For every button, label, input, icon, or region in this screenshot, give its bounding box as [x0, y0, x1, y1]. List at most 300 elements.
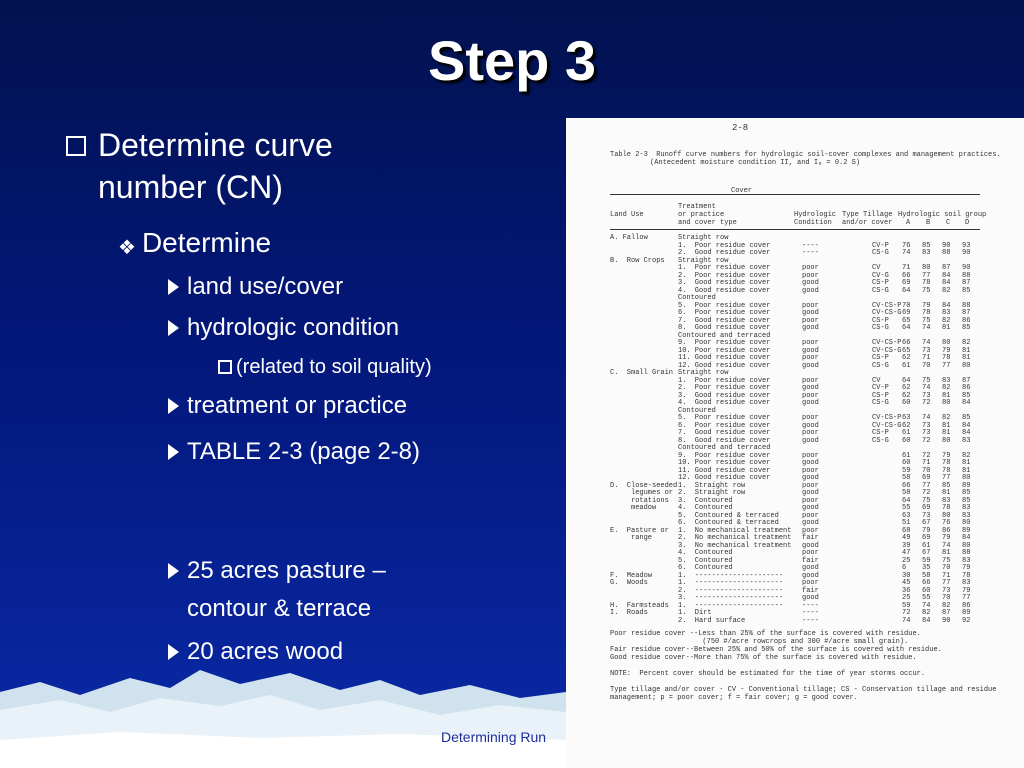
- table-cell-value: 81: [962, 347, 971, 355]
- table-cell-value: 82: [942, 602, 951, 610]
- table-cell-value: 64: [902, 497, 911, 505]
- table-cell-value: 74: [922, 339, 931, 347]
- table-cell-value: 84: [942, 272, 951, 280]
- table-cell-value: 74: [922, 384, 931, 392]
- table-cell-treatment: 1. ---------------------: [678, 572, 784, 580]
- table-cell-value: 55: [902, 504, 911, 512]
- table-rule: [610, 229, 980, 230]
- table-cell-value: 73: [922, 512, 931, 520]
- table-cell-value: 83: [962, 557, 971, 565]
- table-cell-treatment: 4. Contoured: [678, 504, 733, 512]
- table-cell-value: 80: [942, 399, 951, 407]
- table-cell-value: 82: [942, 317, 951, 325]
- table-cell-value: 76: [902, 242, 911, 250]
- table-cell-value: 69: [902, 279, 911, 287]
- table-cell-tillage: CS-P: [872, 354, 889, 362]
- table-cell-value: 79: [962, 564, 971, 572]
- table-cell-value: 75: [922, 377, 931, 385]
- arrow-bullet-icon: [168, 398, 179, 414]
- table-cell-tillage: CV-CS-P: [872, 414, 902, 422]
- table-cell-value: 67: [922, 519, 931, 527]
- table-cell-value: 61: [902, 429, 911, 437]
- table-cell-value: 65: [902, 347, 911, 355]
- table-cell-value: 69: [902, 309, 911, 317]
- table-cell-value: 71: [902, 264, 911, 272]
- table-cell-value: 83: [962, 437, 971, 445]
- table-cell-condition: fair: [802, 587, 819, 595]
- table-cell-value: 36: [902, 587, 911, 595]
- table-cell-value: 68: [902, 527, 911, 535]
- bullet-level3: [168, 391, 407, 421]
- slide-title: Step 3: [427, 29, 597, 92]
- table-cell-tillage: CS-P: [872, 429, 889, 437]
- table-cell-treatment: 5. Contoured & terraced: [678, 512, 779, 520]
- table-cell-value: 81: [962, 467, 971, 475]
- table-cell-value: 80: [962, 362, 971, 370]
- arrow-bullet-icon: [168, 279, 179, 295]
- table-cell-tillage: CV-CS-P: [872, 302, 902, 310]
- table-cell-value: 77: [942, 579, 951, 587]
- table-cell-condition: poor: [802, 414, 819, 422]
- header-hydrologic: Hydrologic: [794, 211, 837, 219]
- table-cell-condition: poor: [802, 482, 819, 490]
- table-cell-treatment: 4. Good residue cover: [678, 399, 771, 407]
- table-cell-value: 80: [942, 437, 951, 445]
- table-note: Type tillage and/or cover - CV - Conventional tillage; CS - Conservation tillage and residue: [610, 686, 997, 694]
- table-cell-value: 78: [922, 279, 931, 287]
- table-cell-land-use: meadow: [610, 504, 657, 512]
- table-cell-value: 78: [942, 354, 951, 362]
- table-cell-value: 61: [902, 452, 911, 460]
- table-cell-value: 83: [962, 512, 971, 520]
- table-cell-treatment: 3. ---------------------: [678, 594, 784, 602]
- table-cell-condition: good: [802, 572, 819, 580]
- table-cell-value: 84: [962, 534, 971, 542]
- table-cell-condition: ----: [802, 249, 819, 257]
- diamond-bullet-icon: ❖: [118, 237, 136, 259]
- table-cell-condition: poor: [802, 272, 819, 280]
- arrow-bullet-icon: [168, 563, 179, 579]
- table-cell-land-use: I. Roads: [610, 609, 648, 617]
- table-cell-condition: good: [802, 422, 819, 430]
- table-cell-value: 86: [942, 527, 951, 535]
- table-cell-value: 85: [962, 287, 971, 295]
- table-cell-value: 65: [902, 317, 911, 325]
- table-cell-condition: ----: [802, 609, 819, 617]
- arrow-bullet-icon: [168, 644, 179, 660]
- table-cell-condition: poor: [802, 339, 819, 347]
- table-cell-value: 74: [902, 249, 911, 257]
- table-cell-value: 72: [922, 489, 931, 497]
- table-cell-value: 81: [962, 459, 971, 467]
- table-cell-value: 83: [962, 504, 971, 512]
- bullet-text: TABLE 2-3 (page 2-8): [187, 438, 421, 465]
- table-cell-value: 30: [902, 572, 911, 580]
- bullet-text: hydrologic condition: [187, 314, 400, 341]
- table-caption: Table 2-3 Runoff curve numbers for hydrologic soil-cover complexes and management practices.: [610, 151, 1001, 159]
- table-cell-land-use: legumes or: [610, 489, 674, 497]
- table-cell-tillage: CV: [872, 377, 881, 385]
- table-cell-value: 74: [922, 602, 931, 610]
- table-cell-value: 35: [922, 564, 931, 572]
- table-cell-value: 58: [922, 572, 931, 580]
- table-cell-value: 75: [922, 317, 931, 325]
- table-cell-value: 66: [902, 482, 911, 490]
- table-cell-value: 25: [902, 594, 911, 602]
- table-cell-value: 76: [942, 519, 951, 527]
- table-cell-value: 62: [902, 422, 911, 430]
- table-cell-tillage: CS-P: [872, 317, 889, 325]
- table-cell-condition: poor: [802, 302, 819, 310]
- table-cell-value: 85: [922, 242, 931, 250]
- table-cell-treatment: 2. No mechanical treatment: [678, 534, 792, 542]
- table-cell-value: 81: [942, 489, 951, 497]
- table-cell-condition: good: [802, 459, 819, 467]
- table-cell-value: 39: [902, 542, 911, 550]
- table-cell-value: 79: [942, 534, 951, 542]
- table-cell-condition: poor: [802, 377, 819, 385]
- table-cell-treatment: Straight row: [678, 234, 729, 242]
- table-cell-treatment: 3. Contoured: [678, 497, 733, 505]
- table-cell-value: 74: [942, 542, 951, 550]
- table-cell-treatment: 4. Contoured: [678, 549, 733, 557]
- table-cell-value: 45: [902, 579, 911, 587]
- table-cell-condition: good: [802, 542, 819, 550]
- table-cell-value: 81: [942, 422, 951, 430]
- table-cell-tillage: CS-G: [872, 324, 889, 332]
- table-cell-treatment: 9. Poor residue cover: [678, 339, 771, 347]
- table-cell-value: 60: [902, 399, 911, 407]
- table-cell-condition: poor: [802, 579, 819, 587]
- bullet-level3: [168, 552, 468, 628]
- table-cell-treatment: 4. Good residue cover: [678, 287, 771, 295]
- table-cell-value: 79: [962, 587, 971, 595]
- table-cell-value: 63: [902, 512, 911, 520]
- table-cell-value: 88: [962, 272, 971, 280]
- table-cell-value: 75: [922, 287, 931, 295]
- table-cell-value: 75: [942, 557, 951, 565]
- table-cell-treatment: 1. ---------------------: [678, 602, 784, 610]
- table-cell-value: 58: [902, 474, 911, 482]
- table-cell-condition: poor: [802, 497, 819, 505]
- table-cell-value: 81: [942, 549, 951, 557]
- table-cell-value: 81: [942, 324, 951, 332]
- table-cell-treatment: 1. Poor residue cover: [678, 242, 771, 250]
- table-cell-treatment: 2. ---------------------: [678, 587, 784, 595]
- bullet-level2: [118, 226, 271, 265]
- table-cell-condition: good: [802, 362, 819, 370]
- table-cell-treatment: 11. Good residue cover: [678, 467, 771, 475]
- table-caption-subtitle: (Antecedent moisture condition II, and Iₐ = 0.2 S): [650, 159, 861, 167]
- table-cell-land-use: E. Pasture or: [610, 527, 669, 535]
- table-cell-value: 90: [962, 249, 971, 257]
- table-cell-value: 62: [902, 392, 911, 400]
- table-cell-value: 80: [922, 264, 931, 272]
- checkbox-bullet-icon: [218, 360, 232, 374]
- table-cell-value: 80: [942, 512, 951, 520]
- table-cell-treatment: 5. Contoured: [678, 557, 733, 565]
- table-cell-value: 85: [962, 324, 971, 332]
- table-cell-treatment: Straight row: [678, 369, 729, 377]
- table-cell-value: 85: [962, 414, 971, 422]
- table-cell-value: 77: [922, 272, 931, 280]
- table-cell-value: 85: [962, 489, 971, 497]
- table-cell-treatment: 6. Contoured & terraced: [678, 519, 779, 527]
- table-cell-value: 83: [922, 249, 931, 257]
- table-cell-value: 73: [922, 347, 931, 355]
- table-note: Poor residue cover --Less than 25% of the surface is covered with residue.: [610, 630, 921, 638]
- bullet-text: Determine curve number (CN): [98, 127, 333, 205]
- table-cell-value: 70: [942, 564, 951, 572]
- bullet-text: (related to soil quality): [236, 356, 432, 378]
- table-cell-value: 83: [962, 579, 971, 587]
- table-cell-value: 60: [902, 459, 911, 467]
- table-note: NOTE: Percent cover should be estimated for the time of year storms occur.: [610, 670, 926, 678]
- table-cell-tillage: CS-G: [872, 437, 889, 445]
- table-cell-treatment: 1. No mechanical treatment: [678, 527, 792, 535]
- table-cell-land-use: C. Small Grain: [610, 369, 674, 377]
- table-cell-value: 78: [942, 467, 951, 475]
- table-cell-value: 61: [902, 362, 911, 370]
- header-col-d: D: [965, 219, 970, 227]
- table-cell-value: 62: [902, 384, 911, 392]
- table-cell-value: 51: [902, 519, 911, 527]
- table-note: management; p = poor cover; f = fair cover; g = good cover.: [610, 694, 858, 702]
- table-cell-value: 71: [942, 572, 951, 580]
- table-cell-treatment: 2. Poor residue cover: [678, 272, 771, 280]
- table-cell-value: 59: [902, 602, 911, 610]
- slide-footer: Determining Run: [441, 729, 547, 745]
- table-cell-treatment: 3. Good residue cover: [678, 392, 771, 400]
- table-cell-value: 66: [922, 579, 931, 587]
- bullet-level3: [168, 313, 399, 343]
- table-cell-tillage: CV-CS-G: [872, 309, 902, 317]
- table-cell-condition: poor: [802, 354, 819, 362]
- table-cell-value: 80: [942, 339, 951, 347]
- table-cell-treatment: 12. Good residue cover: [678, 362, 771, 370]
- header-and-or-cover: and/or cover: [842, 219, 893, 227]
- table-cell-value: 47: [902, 549, 911, 557]
- table-cell-treatment: 6. Poor residue cover: [678, 309, 771, 317]
- table-cell-value: 59: [902, 467, 911, 475]
- bullet-text: Determine: [141, 227, 272, 258]
- table-cell-treatment: 10. Poor residue cover: [678, 459, 771, 467]
- table-cell-value: 70: [922, 362, 931, 370]
- table-cell-value: 78: [922, 309, 931, 317]
- table-cell-value: 83: [942, 309, 951, 317]
- table-cell-value: 64: [902, 324, 911, 332]
- table-cell-value: 85: [942, 482, 951, 490]
- table-cell-condition: poor: [802, 512, 819, 520]
- header-land-use: Land Use: [610, 211, 644, 219]
- table-cell-value: 78: [962, 572, 971, 580]
- table-cell-value: 84: [962, 399, 971, 407]
- table-cell-treatment: 12. Good residue cover: [678, 474, 771, 482]
- table-cell-condition: good: [802, 324, 819, 332]
- table-cell-value: 92: [962, 617, 971, 625]
- table-cell-value: 80: [962, 542, 971, 550]
- table-cell-value: 60: [922, 587, 931, 595]
- table-cell-treatment: 1. ---------------------: [678, 579, 784, 587]
- bullet-level3: [168, 637, 343, 667]
- table-cell-treatment: 3. No mechanical treatment: [678, 542, 792, 550]
- table-cell-value: 84: [962, 429, 971, 437]
- table-cell-value: 89: [962, 482, 971, 490]
- table-cell-value: 69: [922, 474, 931, 482]
- table-cell-value: 78: [942, 459, 951, 467]
- table-cell-treatment: 11. Good residue cover: [678, 354, 771, 362]
- table-cell-condition: fair: [802, 534, 819, 542]
- table-cell-treatment: 7. Good residue cover: [678, 429, 771, 437]
- table-cell-value: 77: [922, 482, 931, 490]
- table-cell-value: 61: [922, 542, 931, 550]
- table-cell-value: 86: [962, 602, 971, 610]
- table-cell-treatment: 1. Poor residue cover: [678, 377, 771, 385]
- bullet-level4: [218, 354, 432, 380]
- table-cell-value: 55: [922, 594, 931, 602]
- table-cell-value: 58: [902, 489, 911, 497]
- table-cell-value: 84: [942, 302, 951, 310]
- table-cell-value: 73: [922, 429, 931, 437]
- table-cell-condition: good: [802, 279, 819, 287]
- table-cell-condition: good: [802, 287, 819, 295]
- table-cell-value: 59: [922, 557, 931, 565]
- table-cell-value: 77: [962, 594, 971, 602]
- table-cell-condition: good: [802, 519, 819, 527]
- table-cell-value: 63: [902, 414, 911, 422]
- table-cell-tillage: CS-G: [872, 287, 889, 295]
- table-cell-value: 60: [902, 437, 911, 445]
- header-treatment: Treatment: [678, 203, 716, 211]
- table-cell-value: 82: [922, 609, 931, 617]
- table-cell-tillage: CV-CS-P: [872, 339, 902, 347]
- table-cell-value: 69: [922, 504, 931, 512]
- bullet-text: treatment or practice: [187, 392, 408, 419]
- table-cell-condition: good: [802, 474, 819, 482]
- table-cell-condition: poor: [802, 452, 819, 460]
- table-cell-value: 87: [942, 264, 951, 272]
- table-cell-condition: poor: [802, 527, 819, 535]
- table-cell-land-use: D. Close-seeded: [610, 482, 678, 490]
- bullet-text: land use/cover: [187, 273, 344, 300]
- table-cell-treatment: Contoured: [678, 294, 716, 302]
- table-cell-value: 79: [942, 452, 951, 460]
- table-cell-value: 85: [962, 497, 971, 505]
- bullet-text: 20 acres wood: [187, 638, 344, 665]
- table-cell-value: 78: [942, 504, 951, 512]
- table-cell-value: 87: [962, 279, 971, 287]
- table-cell-value: 80: [962, 519, 971, 527]
- table-cell-condition: poor: [802, 264, 819, 272]
- header-col-b: B: [926, 219, 931, 227]
- table-cell-treatment: 10. Poor residue cover: [678, 347, 771, 355]
- table-cell-condition: good: [802, 309, 819, 317]
- table-cell-treatment: 5. Poor residue cover: [678, 302, 771, 310]
- table-cell-land-use: A. Fallow: [610, 234, 648, 242]
- table-note: Fair residue cover--Between 25% and 50% of the surface is covered with residue.: [610, 646, 942, 654]
- arrow-bullet-icon: [168, 320, 179, 336]
- table-cell-value: 75: [922, 497, 931, 505]
- table-cell-value: 82: [942, 287, 951, 295]
- table-cell-tillage: CV-P: [872, 242, 889, 250]
- table-cell-tillage: CS-G: [872, 249, 889, 257]
- table-cell-land-use: H. Farmsteads: [610, 602, 669, 610]
- table-cell-value: 82: [942, 414, 951, 422]
- table-cell-value: 77: [942, 474, 951, 482]
- table-cell-value: 90: [942, 617, 951, 625]
- table-cell-condition: good: [802, 594, 819, 602]
- table-cell-value: 74: [922, 324, 931, 332]
- table-cell-value: 79: [922, 527, 931, 535]
- table-cell-value: 70: [902, 302, 911, 310]
- table-cell-value: 90: [962, 264, 971, 272]
- table-cell-value: 77: [942, 362, 951, 370]
- table-cell-condition: poor: [802, 317, 819, 325]
- table-cell-value: 88: [962, 549, 971, 557]
- table-cell-value: 86: [962, 384, 971, 392]
- arrow-bullet-icon: [168, 444, 179, 460]
- table-cell-land-use: rotations: [610, 497, 669, 505]
- table-cell-value: 87: [942, 609, 951, 617]
- table-cell-tillage: CS-P: [872, 279, 889, 287]
- page-number: 2-8: [732, 123, 749, 133]
- table-cell-treatment: 1. Straight row: [678, 482, 746, 490]
- header-cover-type: and cover type: [678, 219, 737, 227]
- table-cell-condition: poor: [802, 429, 819, 437]
- table-cell-value: 87: [962, 377, 971, 385]
- table-cell-value: 88: [962, 302, 971, 310]
- table-cell-tillage: CV: [872, 264, 881, 272]
- table-cell-treatment: Contoured and terraced: [678, 444, 771, 452]
- table-cell-value: 71: [922, 459, 931, 467]
- header-type-tillage: Type Tillage: [842, 211, 893, 219]
- table-cell-condition: good: [802, 564, 819, 572]
- table-cell-condition: good: [802, 504, 819, 512]
- table-cell-condition: good: [802, 347, 819, 355]
- table-cell-condition: fair: [802, 557, 819, 565]
- header-col-a: A: [906, 219, 911, 227]
- table-cell-treatment: Contoured: [678, 407, 716, 415]
- table-cell-treatment: 8. Good residue cover: [678, 324, 771, 332]
- bullet-level3: [168, 433, 468, 471]
- table-note: (750 #/acre rowcrops and 300 #/acre small grain).: [610, 638, 909, 646]
- header-col-c: C: [946, 219, 951, 227]
- table-cell-value: 90: [942, 242, 951, 250]
- table-cell-land-use: B. Row Crops: [610, 257, 665, 265]
- table-cell-value: 81: [962, 354, 971, 362]
- table-cell-value: 88: [942, 249, 951, 257]
- header-condition: Condition: [794, 219, 832, 227]
- table-cell-value: 67: [922, 549, 931, 557]
- table-cell-value: 87: [962, 309, 971, 317]
- table-cell-value: 84: [962, 422, 971, 430]
- table-cell-value: 82: [942, 384, 951, 392]
- table-cell-tillage: CV-P: [872, 384, 889, 392]
- table-cell-value: 73: [922, 422, 931, 430]
- table-cell-value: 82: [962, 339, 971, 347]
- header-cover: Cover: [731, 187, 753, 195]
- table-cell-value: 86: [962, 317, 971, 325]
- table-cell-condition: good: [802, 399, 819, 407]
- table-cell-value: 82: [962, 452, 971, 460]
- table-cell-value: 70: [922, 467, 931, 475]
- table-cell-value: 72: [922, 452, 931, 460]
- table-cell-treatment: 2. Hard surface: [678, 617, 746, 625]
- table-cell-value: 81: [942, 429, 951, 437]
- table-cell-tillage: CS-G: [872, 399, 889, 407]
- table-cell-condition: good: [802, 384, 819, 392]
- table-cell-treatment: 2. Straight row: [678, 489, 746, 497]
